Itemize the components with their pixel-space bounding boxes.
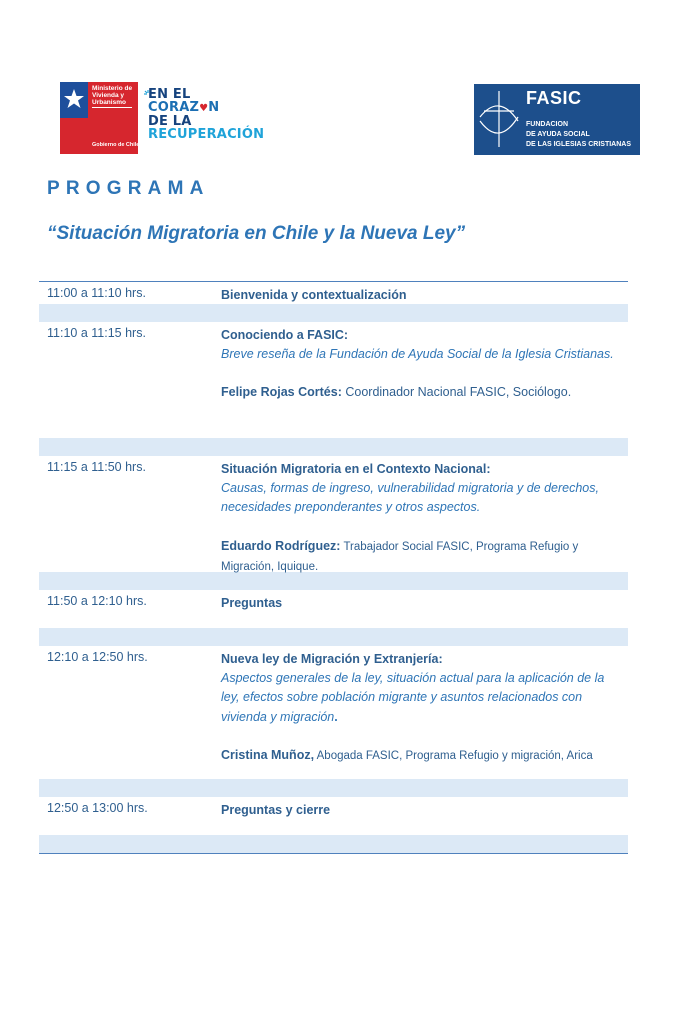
row-time: 11:50 a 12:10 hrs. xyxy=(47,594,147,608)
row-content xyxy=(221,460,621,577)
row-time: 12:10 a 12:50 hrs. xyxy=(47,650,148,664)
row-speaker xyxy=(221,383,621,402)
row-content xyxy=(221,594,621,613)
campaign-word-part-2: N xyxy=(208,100,220,115)
schedule-table xyxy=(39,281,628,854)
row-content xyxy=(221,326,621,403)
speaker-name: Cristina Muñoz, xyxy=(221,747,315,762)
ministry-logo xyxy=(60,82,138,154)
row-separator xyxy=(39,628,628,646)
fasic-subtitle xyxy=(526,120,631,150)
logo-line-2: Vivienda y xyxy=(92,92,125,99)
row-title: Situación Migratoria en el Contexto Nacional: xyxy=(221,462,491,476)
row-speaker xyxy=(221,537,621,577)
campaign-word-part-1: CORAZ xyxy=(148,100,200,115)
row-description-text: Aspectos generales de la ley, situación actual para la aplicación de la ley, efectos sobre población migrante y asuntos relacionados con vivienda y migración xyxy=(221,671,605,724)
fasic-name: FASIC xyxy=(526,88,582,108)
campaign-line-2 xyxy=(148,101,278,115)
row-time: 11:10 a 11:15 hrs. xyxy=(47,326,146,340)
row-title: Bienvenida y contextualización xyxy=(221,288,407,302)
fasic-logo xyxy=(474,84,640,155)
row-separator xyxy=(39,779,628,797)
spark-icon xyxy=(144,90,152,98)
row-speaker xyxy=(221,746,621,766)
schedule-row xyxy=(39,646,628,779)
logo-red-block xyxy=(60,118,88,154)
row-time: 11:15 a 11:50 hrs. xyxy=(47,460,146,474)
campaign-line-3: DE LA xyxy=(148,114,192,129)
fasic-sub-line-3: DE LAS IGLESIAS CRISTIANAS xyxy=(526,141,632,148)
schedule-row xyxy=(39,456,628,572)
row-separator xyxy=(39,438,628,456)
row-time: 11:00 a 11:10 hrs. xyxy=(47,286,146,300)
logo-line-1: Ministerio de xyxy=(92,85,133,92)
coat-of-arms-icon xyxy=(63,88,85,110)
ministry-logo-text xyxy=(92,85,138,106)
row-separator xyxy=(39,835,628,853)
row-separator xyxy=(39,304,628,322)
heart-icon: ♥ xyxy=(199,103,209,114)
row-description-end: . xyxy=(334,709,338,724)
row-time: 12:50 a 13:00 hrs. xyxy=(47,801,148,815)
row-description xyxy=(221,669,621,727)
campaign-logo xyxy=(148,88,278,156)
campaign-line-1: EN EL xyxy=(148,87,191,102)
schedule-row xyxy=(39,590,628,628)
row-description: Breve reseña de la Fundación de Ayuda Social de la Iglesia Cristianas. xyxy=(221,347,614,362)
fish-cross-icon xyxy=(478,87,520,151)
schedule-row xyxy=(39,282,628,304)
speaker-name: Felipe Rojas Cortés: xyxy=(221,385,342,400)
speaker-role: Coordinador Nacional FASIC, Sociólogo. xyxy=(341,385,572,400)
row-title: Conociendo a FASIC: xyxy=(221,328,349,342)
logo-divider xyxy=(92,107,132,108)
speaker-role: Abogada FASIC, Programa Refugio y migración, Arica xyxy=(314,749,593,762)
row-content xyxy=(221,801,621,820)
speaker-role: Trabajador Social FASIC, Programa Refugio y Migración, Iquique. xyxy=(221,540,579,573)
logo-line-3: Urbanismo xyxy=(92,99,126,106)
speaker-name: Eduardo Rodríguez: xyxy=(221,538,341,553)
schedule-row xyxy=(39,797,628,835)
row-content xyxy=(221,650,621,766)
row-title: Preguntas xyxy=(221,596,283,610)
logo-footer: Gobierno de Chile xyxy=(92,142,140,148)
schedule-row xyxy=(39,322,628,438)
event-title: “Situación Migratoria en Chile y la Nueva Ley” xyxy=(47,223,466,244)
row-title: Nueva ley de Migración y Extranjería: xyxy=(221,652,443,666)
row-description: Causas, formas de ingreso, vulnerabilidad migratoria y de derechos, necesidades preponderantes y otros aspectos. xyxy=(221,481,599,515)
campaign-line-4: RECUPERACIÓN xyxy=(148,127,265,142)
fasic-sub-line-2: DE AYUDA SOCIAL xyxy=(526,131,590,138)
fasic-sub-line-1: FUNDACION xyxy=(526,121,568,128)
row-content xyxy=(221,286,621,305)
page-title: PROGRAMA xyxy=(47,178,210,199)
row-title: Preguntas y cierre xyxy=(221,803,331,817)
